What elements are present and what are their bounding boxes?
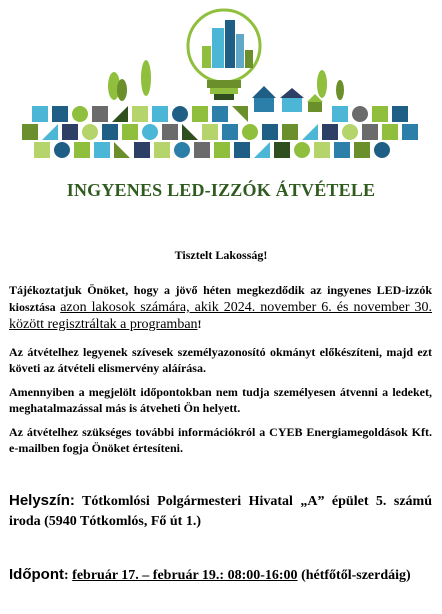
schedule-colon: : xyxy=(63,568,73,583)
greeting: Tisztelt Lakosság! xyxy=(174,248,268,262)
schedule-value: február 17. – február 19.: 08:00-16:00 xyxy=(72,568,298,583)
location-label: Helyszín: xyxy=(9,492,75,509)
schedule-label: Időpont xyxy=(9,566,64,583)
schedule-block xyxy=(9,565,432,586)
schedule-note: (hétfőtől-szerdáig) xyxy=(297,568,411,583)
green-energy-banner-illustration xyxy=(22,6,420,162)
intro-text-end: ! xyxy=(197,317,202,331)
proxy-paragraph: Amennyiben a megjelölt időpontokban nem tudja személyesen átvenni a ledeket, meghatalmazással más is átveheti Ön helyett. xyxy=(9,385,432,415)
page-title: INGYENES LED-IZZÓK ÁTVÉTELE xyxy=(66,180,376,200)
location-block xyxy=(9,491,432,532)
info-paragraph: Az átvételhez szükséges további információkról a CYEB Energiamegoldások Kft. e-mailben fogja Önöket értesíteni. xyxy=(9,425,432,455)
intro-text-start: Tájékoztatjuk Önöket, hogy a jövő héten megkezdődik az ingyenes LED-izzók kiosztása xyxy=(9,283,432,314)
intro-paragraph xyxy=(9,282,432,333)
id-document-paragraph: Az átvételhez legyenek szívesek személyazonosító okmányt előkészíteni, majd ezt követi az átvételi elismervény aláírása. xyxy=(9,345,432,375)
location-value: Tótkomlósi Polgármesteri Hivatal „A” épület 5. számú iroda (5940 Tótkomlós, Fő út 1.) xyxy=(9,494,432,529)
intro-highlight: azon lakosok számára, akik 2024. november 6. és november 30. között regisztráltak a programban xyxy=(9,300,433,332)
